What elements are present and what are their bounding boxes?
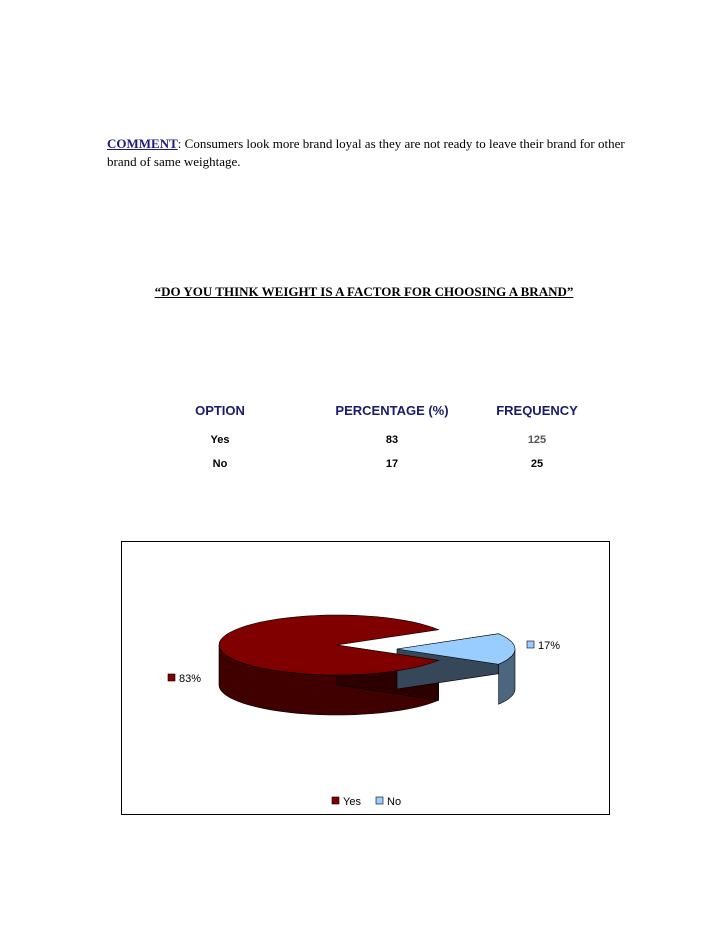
data-label-no: 17% [538,640,561,652]
data-label-swatch-yes [168,674,175,681]
header-percentage: PERCENTAGE (%) [335,403,449,418]
header-frequency: FREQUENCY [496,403,578,418]
legend-label-yes: Yes [343,796,361,808]
row-yes-frequency: 125 [527,434,547,446]
pie-chart [121,541,610,815]
pie-chart-svg [122,542,611,816]
row-no-option: No [212,458,228,470]
data-label-swatch-no [527,641,534,648]
legend-swatch-yes [332,797,339,804]
row-no-percentage: 17 [385,458,399,470]
row-no-frequency: 25 [530,458,544,470]
slice-top-yes [219,615,439,675]
comment-text: : Consumers look more brand loyal as they are not ready to leave their brand for other brand of same weightage. [107,136,625,169]
survey-question: “DO YOU THINK WEIGHT IS A FACTOR FOR CHOOSING A BRAND” [154,284,574,299]
data-label-yes: 83% [179,673,202,685]
row-yes-option: Yes [210,434,230,446]
legend-label-no: No [387,796,402,808]
row-yes-percentage: 83 [385,434,399,446]
legend-swatch-no [376,797,383,804]
header-option: OPTION [195,403,245,418]
comment-paragraph [107,135,627,171]
comment-label: COMMENT [107,136,178,151]
